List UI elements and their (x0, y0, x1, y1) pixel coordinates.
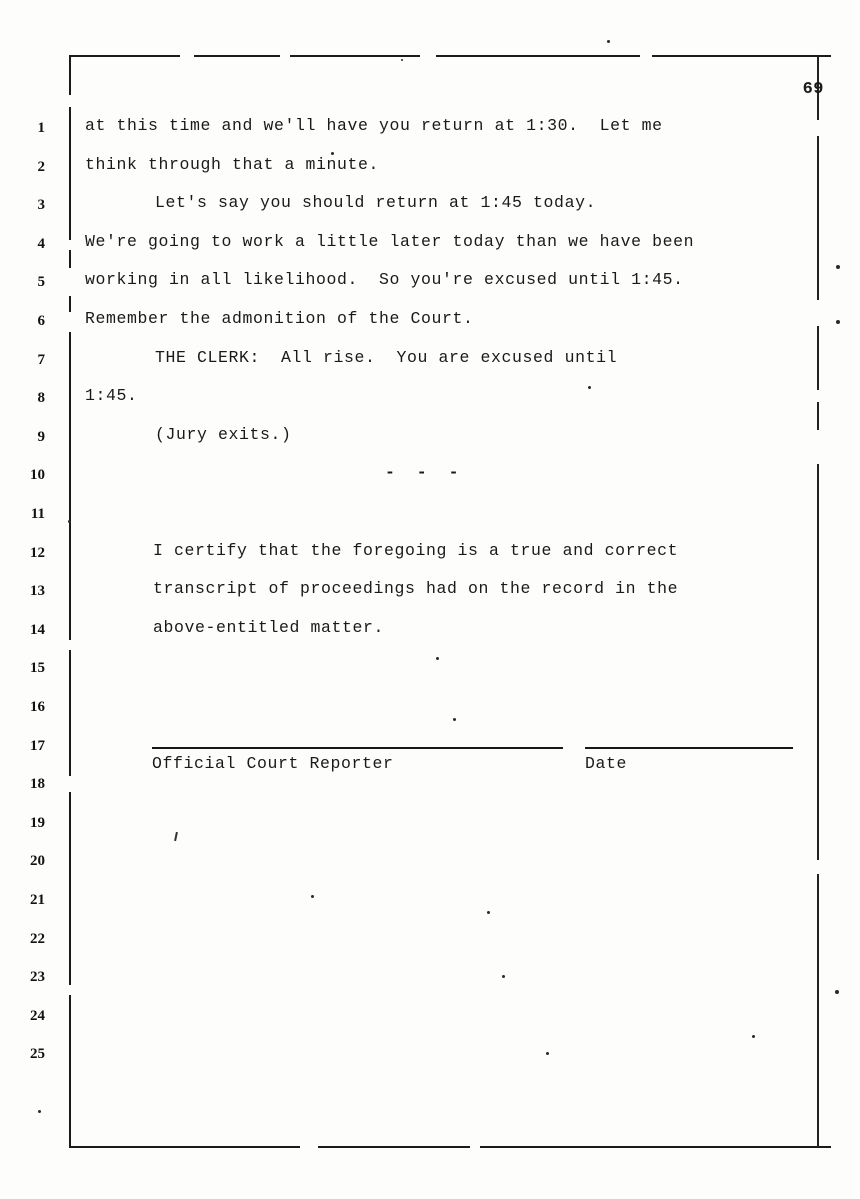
scan-speck (311, 895, 314, 898)
border-fade-gap (69, 268, 72, 296)
border-fade-gap (817, 390, 820, 402)
transcript-line: We're going to work a little later today than we have been (85, 231, 695, 251)
border-fade-gap (280, 55, 290, 58)
line-number: 20 (30, 853, 45, 870)
border-fade-gap (69, 985, 72, 995)
line-number: 15 (30, 660, 45, 677)
scan-speck (607, 40, 610, 43)
line-number: 5 (37, 274, 45, 291)
scan-speck (38, 1110, 41, 1113)
line-number: 16 (30, 699, 45, 715)
scan-speck (331, 152, 334, 155)
line-number: 18 (30, 776, 45, 793)
scan-speck (68, 520, 71, 523)
line-number: 1 (37, 120, 45, 136)
date-label: Date (585, 754, 628, 773)
line-number: 24 (30, 1007, 45, 1024)
line-number: 8 (37, 390, 45, 407)
date-signature-rule (585, 747, 793, 749)
scan-speck (453, 718, 456, 721)
page-border-right (817, 55, 819, 1148)
line-number: 2 (37, 158, 45, 175)
scan-speck (752, 1035, 755, 1038)
border-fade-gap (69, 776, 72, 792)
line-number: 25 (30, 1046, 45, 1063)
border-fade-gap (470, 1146, 480, 1149)
scan-speck (487, 911, 490, 914)
reporter-label: Official Court Reporter (152, 754, 394, 773)
transcript-line: at this time and we'll have you return at 1:30. Let me (85, 116, 663, 135)
scan-speck (835, 990, 839, 994)
border-fade-gap (817, 300, 820, 326)
border-fade-gap (180, 55, 194, 58)
line-number: 21 (30, 892, 45, 908)
scan-speck (401, 59, 403, 61)
transcript-line: Let's say you should return at 1:45 today. (155, 193, 597, 213)
border-fade-gap (817, 120, 820, 136)
scan-speck (546, 1052, 549, 1055)
line-number: 22 (30, 930, 45, 947)
line-number: 14 (30, 621, 45, 638)
scan-speck (588, 386, 591, 389)
scan-pen-mark (174, 832, 178, 841)
transcript-line: Remember the admonition of the Court. (85, 309, 474, 328)
transcript-line: - - - (385, 463, 465, 483)
page-number: 69 (802, 80, 824, 99)
transcript-line: I certify that the foregoing is a true and correct (153, 540, 679, 560)
line-number: 12 (30, 544, 45, 561)
border-fade-gap (300, 1146, 318, 1149)
scan-speck (836, 320, 840, 324)
line-number: 11 (30, 506, 45, 522)
transcript-line: THE CLERK: All rise. You are excused until (155, 347, 618, 367)
line-number: 23 (30, 969, 45, 986)
line-number: 19 (30, 814, 45, 831)
scan-speck (502, 975, 505, 978)
transcript-line: (Jury exits.) (155, 424, 292, 444)
line-number: 10 (30, 467, 45, 484)
border-fade-gap (69, 240, 72, 250)
border-fade-gap (817, 860, 820, 874)
border-fade-gap (640, 55, 652, 58)
line-number: 3 (37, 197, 45, 214)
transcript-line: above-entitled matter. (153, 617, 385, 637)
line-number: 13 (30, 583, 45, 600)
border-fade-gap (69, 640, 72, 650)
scan-speck (836, 265, 840, 269)
transcript-line: think through that a minute. (85, 154, 380, 174)
page-border-bottom (69, 1146, 831, 1148)
line-number: 6 (37, 313, 45, 329)
transcript-line: working in all likelihood. So you're excused until 1:45. (85, 270, 684, 290)
reporter-signature-rule (152, 747, 563, 749)
line-number: 17 (30, 737, 45, 754)
transcript-line: transcript of proceedings had on the record in the (153, 579, 679, 599)
transcript-line: 1:45. (85, 386, 138, 406)
border-fade-gap (420, 55, 436, 58)
border-fade-gap (69, 312, 72, 332)
line-number: 4 (37, 235, 45, 252)
line-number: 9 (37, 428, 45, 445)
border-fade-gap (69, 95, 72, 107)
scan-speck (436, 657, 439, 660)
line-number: 7 (37, 351, 45, 368)
border-fade-gap (817, 430, 820, 464)
